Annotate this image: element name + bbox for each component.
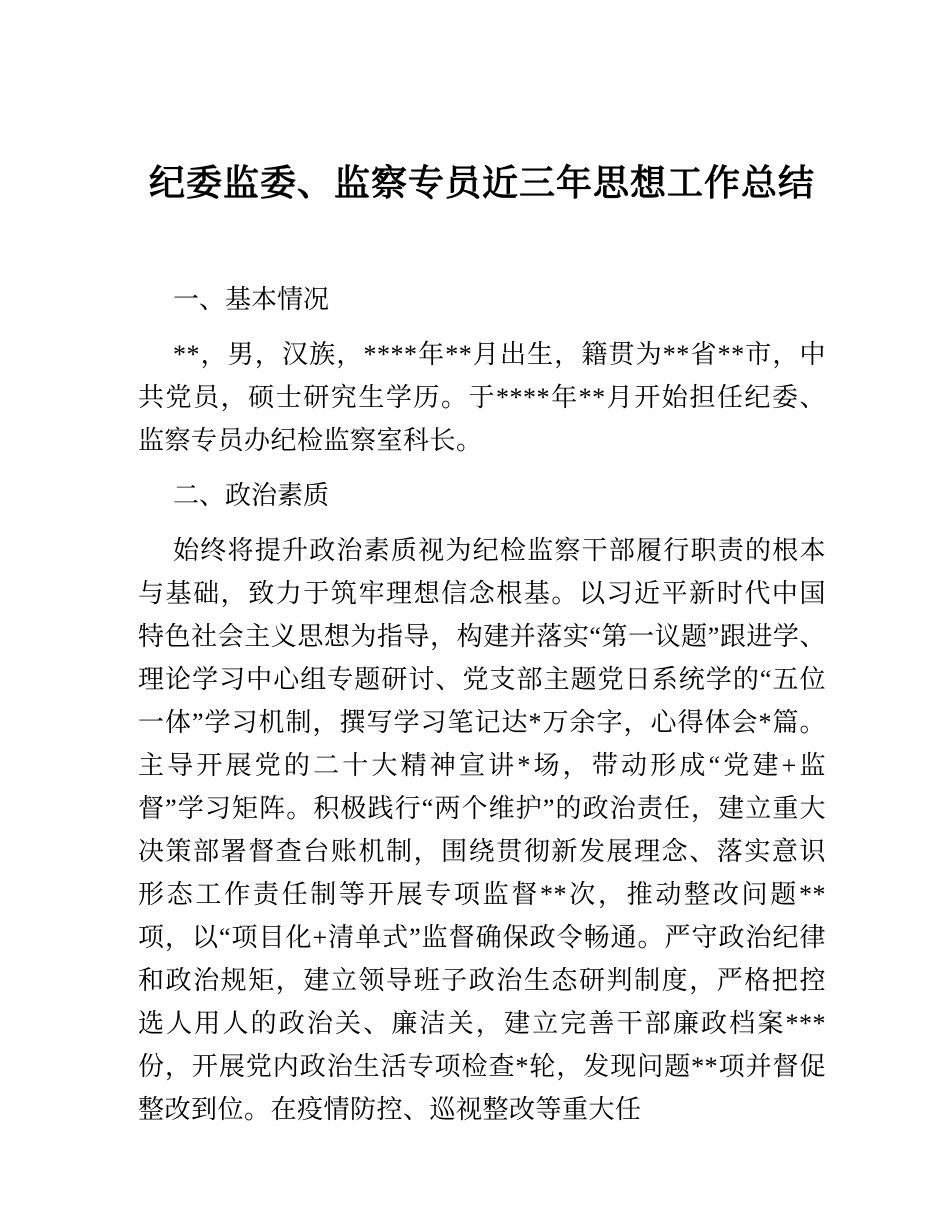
section-heading-political-quality: 二、政治素质	[173, 481, 330, 510]
paragraph-basic-info: **，男，汉族，****年**月出生，籍贯为**省**市，中共党员，硕士研究生学历。于****年**月开始担任纪委、监察专员办纪检监察室科长。	[138, 340, 826, 455]
document-title: 纪委监委、监察专员近三年思想工作总结	[148, 162, 815, 203]
paragraph-political-quality: 始终将提升政治素质视为纪检监察干部履行职责的根本与基础，致力于筑牢理想信念根基。以习近平新时代中国特色社会主义思想为指导，构建并落实“第一议题”跟进学、理论学习中心组专题研讨、党支部主题党日系统学的“五位一体”学习机制，撰写学习笔记达*万余字，心得体会*篇。主导开展党的二十大精神宣讲*场，带动形成“党建+监督”学习矩阵。积极践行“两个维护”的政治责任，建立重大决策部署督查台账机制，围绕贯彻新发展理念、落实意识形态工作责任制等开展专项监督**次，推动整改问题**项，以“项目化+清单式”监督确保政令畅通。严守政治纪律和政治规矩，建立领导班子政治生态研判制度，严格把控选人用人的政治关、廉洁关，建立完善干部廉政档案***份，开展党内政治生活专项检查*轮，发现问题**项并督促整改到位。在疫情防控、巡视整改等重大任	[138, 536, 826, 1124]
section-heading-basic-info: 一、基本情况	[173, 285, 330, 314]
